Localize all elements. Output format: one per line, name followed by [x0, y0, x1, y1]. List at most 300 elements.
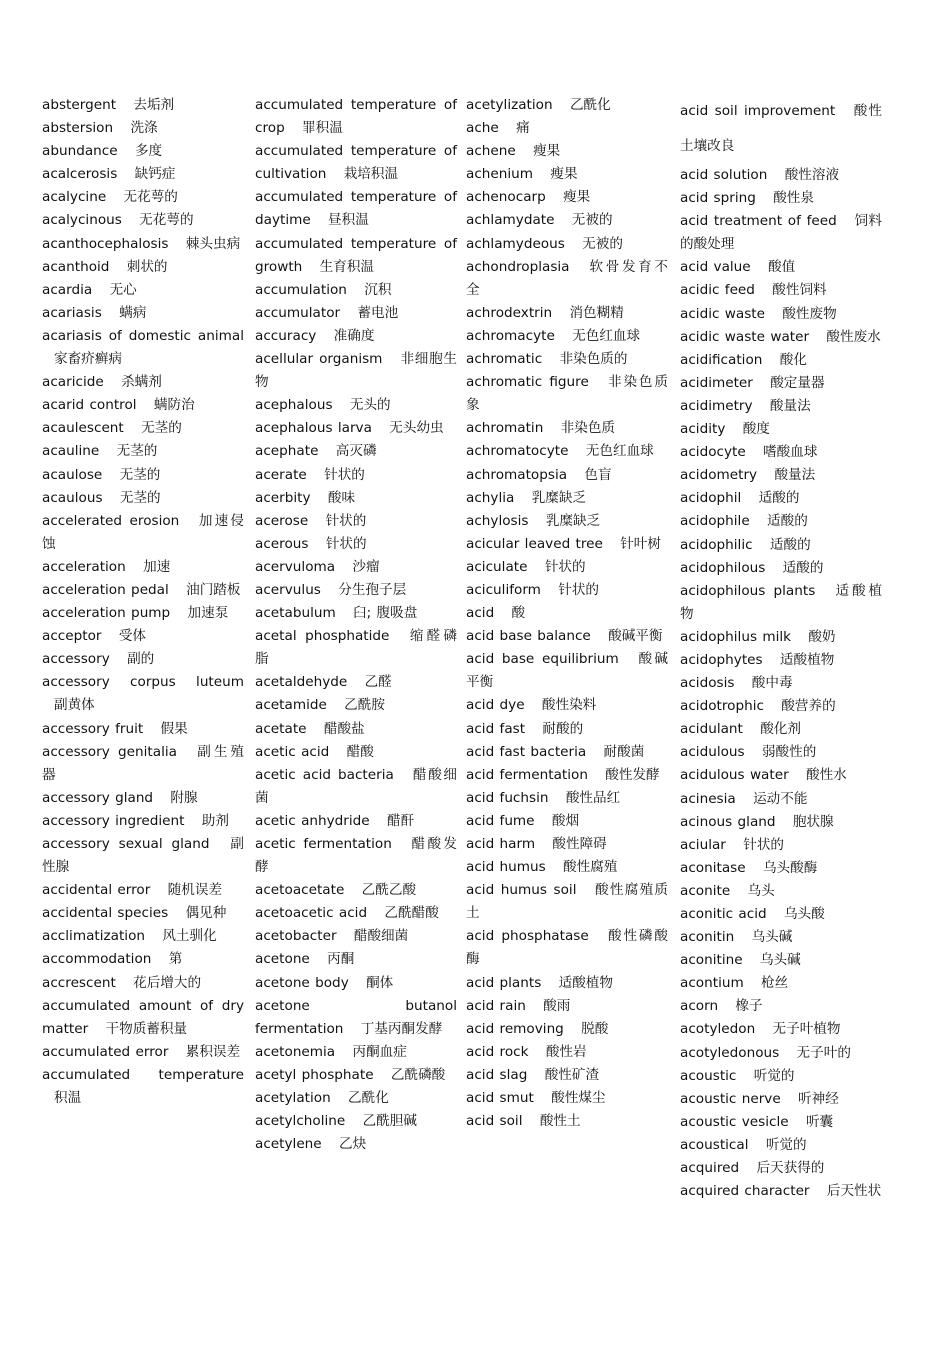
term-english: accumulated temperature of crop — [255, 97, 457, 137]
term-chinese: 枪丝 — [761, 975, 789, 992]
term-chinese: 酸性饲料 — [772, 282, 827, 299]
glossary-entry — [466, 787, 668, 810]
term-english: accessory ingredient — [42, 812, 185, 829]
term-chinese: 脱酸 — [581, 1020, 609, 1037]
glossary-entry — [466, 810, 668, 833]
term-english: aconite — [680, 882, 731, 899]
term-english: acid rain — [466, 997, 526, 1014]
term-chinese: 醋酸细菌 — [255, 766, 457, 806]
term-chinese: 酸烟 — [551, 812, 580, 829]
term-english: acetate — [255, 720, 307, 737]
glossary-entry — [255, 417, 457, 440]
term-chinese: 酸定量器 — [770, 374, 825, 391]
term-english: acanthocephalosis — [42, 235, 169, 252]
term-chinese: 无花萼的 — [123, 189, 178, 206]
glossary-entry — [680, 1042, 882, 1065]
term-chinese: 高灭磷 — [335, 443, 377, 460]
term-chinese: 酸性发酵 — [605, 766, 660, 783]
glossary-entry — [680, 649, 882, 672]
glossary-entry — [466, 533, 668, 556]
term-english: acerbity — [255, 489, 311, 506]
glossary-entry — [466, 417, 668, 440]
glossary-entry — [680, 372, 882, 395]
term-english: acaricide — [42, 374, 104, 391]
glossary-entry — [680, 834, 882, 857]
glossary-entry — [255, 972, 457, 995]
term-english: acidimetry — [680, 397, 753, 414]
term-chinese: 去垢剂 — [133, 97, 175, 113]
glossary-entry — [255, 995, 457, 1041]
glossary-entry — [466, 856, 668, 879]
glossary-entry — [466, 1064, 668, 1087]
term-english: acoustic vesicle — [680, 1113, 789, 1130]
term-english: achlamydeous — [466, 235, 565, 252]
term-chinese: 痛 — [516, 120, 530, 137]
glossary-entry — [466, 602, 668, 625]
term-english: acquired character — [680, 1183, 810, 1200]
term-english: acetyl phosphate — [255, 1066, 374, 1083]
term-english: acid spring — [680, 190, 756, 207]
term-english: acanthoid — [42, 258, 110, 275]
glossary-entry — [466, 741, 668, 764]
term-english: acid fume — [466, 812, 535, 829]
term-english: acetal phosphatide — [255, 628, 390, 645]
term-english: acetic fermentation — [255, 836, 392, 852]
glossary-column-2 — [255, 94, 457, 1156]
term-chinese: 酸性水 — [806, 767, 847, 784]
glossary-entry — [255, 325, 457, 348]
term-chinese: 刺状的 — [126, 258, 168, 275]
term-english: accessory fruit — [42, 720, 144, 737]
term-chinese: 加速侵蚀 — [42, 512, 245, 552]
term-chinese: 听神经 — [798, 1090, 839, 1107]
term-english: acetoacetate — [255, 882, 345, 899]
term-chinese: 乌头碱 — [759, 952, 801, 969]
term-chinese: 无茎的 — [119, 489, 161, 506]
term-english: acetylcholine — [255, 1113, 346, 1130]
term-english: acellular organism — [255, 351, 383, 368]
term-chinese: 酸碱平衡 — [466, 651, 668, 691]
term-english: achondroplasia — [466, 258, 570, 275]
glossary-entry — [42, 302, 244, 325]
glossary-entry — [680, 464, 882, 487]
term-english: acid humus soil — [466, 882, 577, 899]
term-chinese: 酸雨 — [543, 997, 571, 1014]
term-chinese: 累积误差 — [185, 1043, 241, 1060]
term-chinese: 酸味 — [327, 489, 356, 506]
term-english: aconitin — [680, 929, 735, 946]
term-english: acid fast bacteria — [466, 743, 587, 760]
term-english: aconitine — [680, 952, 743, 969]
term-chinese: 后天性状 — [826, 1183, 882, 1200]
term-chinese: 油门踏板 — [186, 581, 241, 598]
glossary-entry — [255, 556, 457, 579]
term-english: acetic acid — [255, 743, 330, 760]
glossary-entry — [680, 187, 882, 210]
term-english: accumulated error — [42, 1043, 169, 1060]
term-chinese: 无色红血球 — [572, 327, 641, 344]
glossary-entry — [680, 949, 882, 972]
term-chinese: 醋酸盐 — [323, 720, 365, 737]
term-chinese: 家畜疥癣病 — [54, 351, 122, 368]
term-english: acid value — [680, 259, 751, 276]
term-english: aciculiform — [466, 581, 541, 598]
term-english: acquired — [680, 1160, 740, 1177]
term-chinese: 饲料的酸处理 — [680, 213, 882, 253]
glossary-entry — [255, 233, 457, 279]
glossary-entry — [255, 1041, 457, 1064]
term-chinese: 橡子 — [735, 998, 763, 1015]
term-english: achromatic figure — [466, 374, 589, 391]
term-english: acontium — [680, 975, 744, 992]
glossary-entry — [680, 1134, 882, 1157]
glossary-entry — [466, 209, 668, 232]
term-chinese: 乙酰化 — [348, 1090, 389, 1107]
glossary-entry — [466, 1041, 668, 1064]
glossary-entry — [680, 1088, 882, 1111]
glossary-entry — [42, 579, 244, 602]
term-english: acinous gland — [680, 813, 776, 830]
term-english: acetylation — [255, 1090, 331, 1107]
term-english: accumulated temperature of cultivation — [255, 143, 457, 183]
glossary-entry — [466, 556, 668, 579]
glossary-entry — [680, 441, 882, 464]
term-english: acidic waste water — [680, 328, 810, 345]
glossary-entry — [255, 348, 457, 394]
term-chinese: 无头的 — [349, 397, 391, 414]
glossary-entry — [466, 117, 668, 140]
glossary-entry — [466, 972, 668, 995]
term-chinese: 螨病 — [119, 304, 147, 321]
term-chinese: 无被的 — [571, 212, 613, 229]
glossary-entry — [466, 325, 668, 348]
term-english: acoustic — [680, 1067, 737, 1084]
glossary-entry — [680, 349, 882, 372]
term-english: accumulation — [255, 281, 347, 298]
term-english: aconitase — [680, 859, 746, 876]
term-english: acid slag — [466, 1066, 528, 1083]
glossary-entry — [255, 279, 457, 302]
glossary-entry — [680, 788, 882, 811]
term-chinese: 多度 — [134, 143, 163, 160]
term-english: achromatic — [466, 351, 543, 368]
term-english: accidental species — [42, 905, 169, 922]
term-english: achromatocyte — [466, 443, 569, 460]
term-english: acetone — [255, 951, 310, 968]
term-chinese: 乌头酸酶 — [762, 859, 818, 876]
glossary-entry — [680, 741, 882, 764]
glossary-entry — [466, 94, 668, 117]
term-english: acidophil — [680, 490, 742, 507]
term-english: acid dye — [466, 697, 525, 714]
term-chinese: 缩醛磷脂 — [255, 628, 457, 668]
term-chinese: 缺钙症 — [134, 166, 176, 183]
term-chinese: 嗜酸血球 — [763, 444, 818, 461]
glossary-entry — [255, 902, 457, 925]
term-chinese: 适酸植物 — [680, 582, 882, 622]
term-chinese: 无茎的 — [141, 420, 182, 437]
glossary-entry — [466, 440, 668, 463]
term-english: acidity — [680, 421, 726, 438]
glossary-entry — [255, 694, 457, 717]
term-chinese: 假果 — [160, 720, 188, 737]
glossary-entry — [42, 902, 244, 925]
term-english: acetaldehyde — [255, 674, 348, 691]
term-english: acid rock — [466, 1043, 529, 1060]
glossary-entry — [680, 279, 882, 302]
glossary-entry — [680, 580, 882, 626]
glossary-entry — [42, 1064, 244, 1110]
term-chinese: 醋酸发酵 — [255, 836, 457, 876]
term-chinese: 醋酐 — [387, 812, 415, 829]
term-chinese: 乙酰化 — [569, 97, 611, 113]
term-chinese: 适酸植物 — [779, 651, 835, 668]
term-chinese: 乙酰乙酸 — [361, 882, 417, 899]
term-english: acid fermentation — [466, 766, 588, 783]
term-english: acid plants — [466, 974, 542, 991]
term-chinese: 加速泵 — [187, 605, 229, 622]
term-chinese: 乌头 — [747, 882, 775, 899]
glossary-entry — [255, 1087, 457, 1110]
term-english: acotyledon — [680, 1021, 756, 1038]
glossary-entry — [680, 303, 882, 326]
glossary-entry — [255, 741, 457, 764]
term-english: acetylization — [466, 97, 553, 113]
glossary-entry — [255, 671, 457, 694]
term-chinese: 无被的 — [582, 235, 623, 252]
term-chinese: 无色红血球 — [585, 443, 654, 460]
term-english: acid phosphatase — [466, 928, 589, 945]
term-chinese: 瘦果 — [563, 189, 591, 206]
term-english: accessory — [42, 651, 110, 668]
glossary-entry — [42, 879, 244, 902]
term-english: acarid control — [42, 397, 137, 414]
term-chinese: 酸性染料 — [541, 697, 597, 714]
glossary-entry — [42, 464, 244, 487]
term-chinese: 酸性腐殖质土 — [466, 882, 668, 922]
term-chinese: 听觉的 — [765, 1136, 807, 1153]
term-english: accessory genitalia — [42, 743, 177, 760]
term-english: acalcerosis — [42, 166, 118, 183]
term-chinese: 副性腺 — [42, 836, 244, 876]
glossary-entry — [466, 833, 668, 856]
term-chinese: 乳糜缺乏 — [545, 512, 601, 529]
term-chinese: 受体 — [118, 628, 147, 645]
glossary-entry — [42, 117, 244, 140]
term-english: accumulated amount of dry matter — [42, 997, 244, 1037]
term-chinese: 蓄电池 — [357, 304, 399, 321]
term-chinese: 酸奶 — [808, 628, 836, 645]
term-chinese: 酸性煤尘 — [551, 1090, 606, 1107]
glossary-entry — [255, 140, 457, 186]
glossary-entry — [680, 903, 882, 926]
term-chinese: 丙酮血症 — [352, 1043, 407, 1060]
term-english: acalycinous — [42, 212, 122, 229]
term-chinese: 酸性土壤改良 — [680, 103, 882, 154]
term-chinese: 酸化 — [779, 351, 807, 368]
glossary-entry — [255, 1110, 457, 1133]
term-chinese: 耐酸的 — [542, 720, 584, 737]
term-chinese: 洗涤 — [130, 120, 158, 137]
glossary-entry — [255, 764, 457, 810]
term-english: acetic anhydride — [255, 812, 370, 829]
term-english: accumulated temperature of growth — [255, 235, 457, 275]
glossary-entry — [255, 1064, 457, 1087]
term-english: acervuloma — [255, 558, 336, 575]
term-english: accessory gland — [42, 789, 154, 806]
term-chinese: 分生孢子层 — [338, 581, 407, 598]
glossary-entry — [255, 810, 457, 833]
term-english: acerose — [255, 512, 309, 529]
term-chinese: 酸性磷酸酶 — [466, 928, 669, 968]
glossary-entry — [42, 972, 244, 995]
term-chinese: 无子叶的 — [796, 1044, 851, 1061]
term-chinese: 酸性障碍 — [552, 836, 607, 852]
term-chinese: 运动不能 — [753, 790, 808, 807]
glossary-entry — [42, 510, 244, 556]
term-chinese: 罪积温 — [302, 120, 343, 137]
term-chinese: 针状的 — [325, 512, 367, 529]
term-english: acidimeter — [680, 374, 753, 391]
term-english: achromacyte — [466, 327, 555, 344]
term-chinese: 乙酰胺 — [344, 697, 385, 714]
term-english: acid fuchsin — [466, 789, 549, 806]
glossary-entry — [680, 811, 882, 834]
term-english: acetone butanol fermentation — [255, 997, 457, 1037]
term-chinese: 酸值 — [768, 259, 796, 276]
term-chinese: 乌头酸 — [783, 906, 825, 922]
term-english: acid — [466, 605, 495, 622]
glossary-entry — [42, 718, 244, 741]
term-english: acid smut — [466, 1090, 534, 1107]
term-chinese: 生育积温 — [319, 258, 375, 275]
term-english: accessory sexual gland — [42, 836, 210, 852]
glossary-entry — [466, 1110, 668, 1133]
glossary-entry — [680, 164, 882, 187]
glossary-entry — [680, 995, 882, 1018]
term-chinese: 色盲 — [584, 466, 612, 483]
term-english: accrescent — [42, 974, 116, 991]
term-english: acotyledonous — [680, 1044, 780, 1061]
term-english: acid harm — [466, 836, 536, 852]
glossary-entry — [680, 926, 882, 949]
glossary-entry — [255, 186, 457, 232]
term-chinese: 无茎的 — [116, 443, 158, 460]
glossary-entry — [680, 1018, 882, 1041]
glossary-entry — [680, 880, 882, 903]
term-english: ache — [466, 120, 499, 137]
term-chinese: 干物质蓄积量 — [105, 1020, 188, 1037]
term-chinese: 针状的 — [743, 836, 785, 853]
term-chinese: 乙醛 — [364, 674, 392, 691]
glossary-entry — [466, 256, 668, 302]
glossary-entry — [680, 534, 882, 557]
term-english: accumulator — [255, 304, 341, 321]
term-english: acidulous — [680, 744, 745, 761]
term-chinese: 准确度 — [333, 327, 375, 344]
term-chinese: 针状的 — [558, 581, 600, 598]
term-english: acid soil — [466, 1113, 523, 1130]
term-english: acetonemia — [255, 1043, 336, 1060]
glossary-entry — [466, 625, 668, 648]
glossary-entry — [42, 995, 244, 1041]
term-chinese: 消色糊精 — [569, 304, 624, 321]
term-english: abstersion — [42, 120, 114, 137]
term-chinese: 酸中毒 — [751, 675, 793, 692]
glossary-entry — [680, 395, 882, 418]
glossary-entry — [680, 972, 882, 995]
glossary-entry — [680, 1065, 882, 1088]
glossary-entry — [255, 487, 457, 510]
glossary-entry — [680, 857, 882, 880]
glossary-entry — [42, 209, 244, 232]
term-chinese: 丙酮 — [327, 951, 355, 968]
glossary-entry — [42, 440, 244, 463]
glossary-entry — [466, 233, 668, 256]
term-chinese: 酸性泉 — [773, 190, 814, 207]
term-chinese: 风土驯化 — [162, 928, 217, 945]
term-chinese: 杀螨剂 — [121, 374, 162, 391]
term-chinese: 听囊 — [805, 1113, 834, 1130]
glossary-column-4 — [680, 94, 882, 1203]
glossary-entry — [466, 718, 668, 741]
term-chinese: 副生殖器 — [42, 743, 244, 783]
term-english: acidocyte — [680, 444, 746, 461]
glossary-entry — [680, 487, 882, 510]
term-english: acidophytes — [680, 651, 763, 668]
term-english: acariasis of domestic animal — [42, 327, 244, 344]
glossary-entry — [466, 1087, 668, 1110]
glossary-entry — [466, 163, 668, 186]
term-chinese: 乌头碱 — [751, 929, 793, 946]
term-english: acid base balance — [466, 628, 591, 645]
term-english: abundance — [42, 143, 118, 160]
glossary-entry — [255, 948, 457, 971]
term-chinese: 沉积 — [364, 281, 392, 298]
term-chinese: 醋酸细菌 — [353, 928, 409, 945]
term-english: acalycine — [42, 189, 107, 206]
glossary-entry — [42, 602, 244, 625]
glossary-entry — [42, 925, 244, 948]
term-chinese: 沙瘤 — [352, 558, 380, 575]
term-chinese: 瘦果 — [533, 143, 561, 160]
glossary-entry — [680, 326, 882, 349]
glossary-entry — [466, 764, 668, 787]
term-chinese: 丁基丙酮发酵 — [360, 1020, 443, 1037]
term-english: acclimatization — [42, 928, 146, 945]
term-chinese: 附腺 — [170, 789, 198, 806]
term-english: acephalous — [255, 397, 333, 414]
term-chinese: 弱酸性的 — [761, 744, 817, 761]
term-chinese: 无心 — [109, 281, 137, 298]
glossary-entry — [255, 510, 457, 533]
glossary-entry — [255, 579, 457, 602]
glossary-entry — [255, 625, 457, 671]
glossary-entry — [680, 510, 882, 533]
term-chinese: 非细胞生物 — [255, 351, 457, 391]
term-english: accelerated erosion — [42, 512, 180, 529]
term-english: acceptor — [42, 628, 102, 645]
term-english: acardia — [42, 281, 93, 298]
term-english: achenocarp — [466, 189, 546, 206]
glossary-entry — [42, 833, 244, 879]
glossary-entry — [42, 94, 244, 117]
glossary-entry — [255, 1133, 457, 1156]
glossary-entry — [42, 741, 244, 787]
glossary-entry — [255, 302, 457, 325]
term-english: accumulated temperature — [42, 1066, 244, 1083]
term-chinese: 酸性岩 — [545, 1043, 587, 1060]
